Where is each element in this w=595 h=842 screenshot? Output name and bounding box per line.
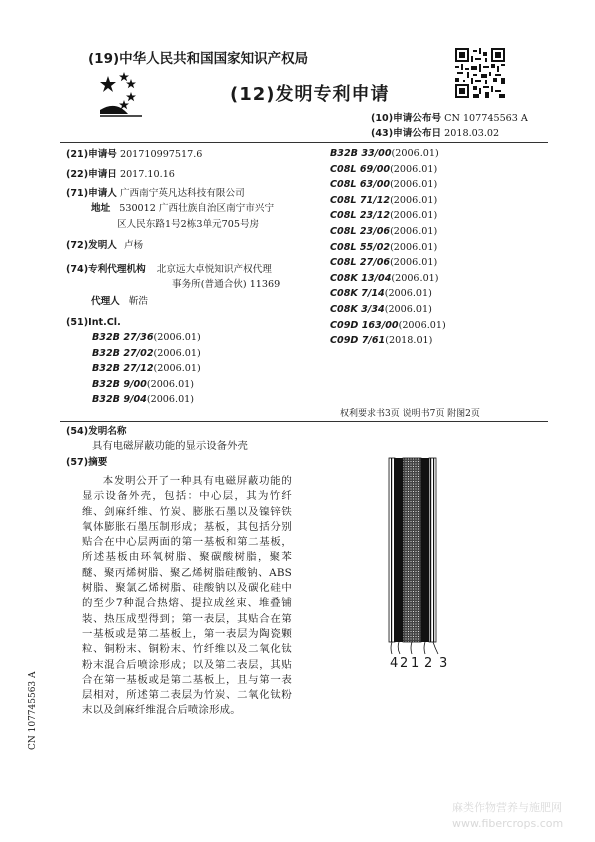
invention-title-label: (54)发明名称: [66, 426, 127, 437]
ipc-class-row: [330, 288, 432, 300]
ipc-class-version: (2006.01): [153, 332, 201, 343]
ipc-class-row: [330, 320, 446, 332]
ipc-class-version: (2006.01): [153, 347, 201, 359]
ipc-class-code: C08L 71/12: [330, 194, 391, 206]
pages-info: 权利要求书3页 说明书7页 附图2页: [340, 409, 480, 419]
ipc-class-version: (2006.01): [390, 257, 438, 269]
intcl-label: (51)Int.Cl.: [66, 317, 121, 328]
figure-label-1: 2: [400, 656, 409, 671]
ipc-class-row: [330, 242, 437, 254]
layer-cross-section-figure: [388, 456, 438, 644]
abstract-text: 本发明公开了一种具有电磁屏蔽功能的显示设备外壳，包括：中心层，其为竹纤维、剑麻纤维、竹炭、膨胀石墨以及镍锌铁氧体膨胀石墨压制形成；基板，其包括分别贴合在中心层两面的第一基板和第二基板，所述基板由环氧树脂、聚碳酸树脂，聚苯醚、聚丙烯树脂、聚乙烯树脂硅酸钠、ABS树脂、聚氯乙烯树脂、硅酸钠以及碳化硅中的至少7种混合热熔、提拉成丝束、堆叠铺装、热压成型得到；第一表层，其贴合在第一基板或是第二基板上，第一表层为陶瓷颗粒、铜粉末、铜粉末、竹纤维以及二氧化钛粉末混合后喷涂形成；以及第二表层，其贴合在第一基板或是第二基板上，且与第一表层相对，所述第二表层为竹炭、二氧化钛粉末以及剑麻纤维混合后喷涂形成。: [82, 475, 292, 717]
ipc-class-code: B32B 27/02: [92, 347, 154, 359]
cnipa-emblem-icon: [98, 70, 162, 118]
ipc-class-code: C09D 163/00: [330, 319, 399, 331]
address-line-1: 530012 广西壮族自治区南宁市兴宁: [119, 203, 275, 214]
ipc-class-code: B32B 33/00: [330, 148, 392, 159]
filing-date: [66, 169, 175, 181]
agency: [66, 264, 272, 276]
ipc-class-code: B32B 9/00: [92, 378, 147, 390]
ipc-class-row: [330, 335, 432, 347]
ipc-class-code: C08L 63/00: [330, 179, 391, 191]
document-type: (12)发明专利申请: [230, 84, 390, 105]
publication-date-value: 2018.03.02: [444, 128, 500, 139]
address: [91, 203, 274, 215]
ipc-class-code: C08L 55/02: [330, 241, 391, 253]
filing-date-label: (22)申请日: [66, 169, 117, 180]
agency-label: (74)专利代理机构: [66, 264, 146, 275]
qr-code-icon: [455, 48, 505, 98]
ipc-class-row: [92, 394, 194, 406]
applicant-label: (71)申请人: [66, 188, 117, 199]
agent-label: 代理人: [91, 296, 120, 307]
ipc-class-version: (2006.01): [390, 194, 438, 206]
ipc-class-code: C08L 27/06: [330, 257, 391, 269]
inventor-label: (72)发明人: [66, 240, 117, 251]
ipc-class-version: (2006.01): [391, 272, 439, 284]
publication-number: [371, 113, 528, 125]
applicant-value: 广西南宁英凡达科技有限公司: [119, 188, 245, 199]
ipc-class-row: [330, 257, 437, 269]
ipc-class-code: C08K 7/14: [330, 288, 385, 300]
ipc-class-version: (2018.01): [385, 335, 433, 347]
invention-title: 具有电磁屏蔽功能的显示设备外壳: [92, 440, 248, 452]
ipc-class-version: (2006.01): [390, 163, 438, 175]
figure-label-3: 2: [424, 656, 433, 671]
ipc-class-code: C08L 69/00: [330, 163, 391, 175]
ipc-class-row: [330, 273, 439, 285]
ipc-class-row: [330, 164, 437, 176]
ipc-class-code: C08K 3/34: [330, 304, 385, 315]
watermark: 麻类作物营养与施肥网 www.fibercrops.com: [452, 801, 564, 830]
ipc-class-code: B32B 27/36: [92, 332, 154, 343]
abstract-label: (57)摘要: [66, 457, 108, 468]
application-number: [66, 149, 202, 161]
ipc-class-version: (2006.01): [384, 288, 432, 300]
biblio-divider: [60, 421, 548, 422]
ipc-class-row: [92, 363, 201, 375]
inventor-value: 卢杨: [123, 240, 144, 251]
address-line-2: 区人民东路1号2栋3单元705号房: [117, 219, 260, 230]
ipc-class-version: (2006.01): [391, 148, 439, 159]
ipc-class-version: (2006.01): [384, 304, 432, 315]
publication-number-value: CN 107745563 A: [444, 113, 528, 124]
ipc-class-version: (2006.01): [390, 241, 438, 253]
ipc-class-version: (2006.01): [146, 394, 195, 405]
ipc-class-row: [330, 179, 437, 191]
ipc-class-code: C08L 23/06: [330, 226, 391, 237]
publication-number-label: (10)申请公布号: [371, 113, 442, 124]
header-divider: [60, 142, 548, 143]
ipc-class-row: [330, 226, 437, 238]
ipc-class-row: [330, 304, 432, 316]
ipc-class-row: [92, 379, 194, 391]
ipc-class-version: (2006.01): [398, 319, 446, 331]
agency-line-2: 事务所(普通合伙) 11369: [172, 279, 281, 290]
application-number-value: 201710997517.6: [119, 149, 203, 160]
figure-label-0: 4: [390, 656, 399, 671]
ipc-class-version: (2006.01): [390, 210, 438, 222]
figure-label-4: 3: [439, 656, 448, 671]
authority-title: (19)中华人民共和国国家知识产权局: [88, 51, 309, 67]
agency-line-1: 北京远大卓悦知识产权代理: [156, 264, 272, 275]
ipc-class-row: [330, 195, 437, 207]
ipc-class-row: [330, 210, 437, 222]
agent: [91, 296, 148, 308]
side-publication-number: CN 107745563 A: [28, 671, 38, 750]
ipc-class-code: B32B 9/04: [92, 394, 147, 405]
agent-value: 靳浩: [128, 296, 149, 307]
ipc-class-code: C09D 7/61: [330, 335, 386, 347]
publication-date-label: (43)申请公布日: [371, 128, 442, 139]
address-label: 地址: [91, 203, 111, 214]
figure-label-2: 1: [411, 656, 420, 671]
ipc-class-version: (2006.01): [153, 363, 201, 374]
applicant: [66, 188, 245, 200]
application-number-label: (21)申请号: [66, 149, 117, 160]
ipc-class-code: C08K 13/04: [330, 272, 392, 284]
ipc-class-version: (2006.01): [390, 226, 438, 237]
ipc-class-code: B32B 27/12: [92, 363, 154, 374]
ipc-class-version: (2006.01): [146, 378, 195, 390]
ipc-class-row: [92, 332, 201, 344]
ipc-class-code: C08L 23/12: [330, 210, 391, 222]
ipc-class-row: [92, 348, 201, 360]
publication-date: [371, 128, 499, 140]
inventor: [66, 240, 143, 252]
filing-date-value: 2017.10.16: [119, 169, 175, 180]
ipc-class-row: [330, 148, 439, 160]
ipc-class-version: (2006.01): [390, 179, 438, 191]
